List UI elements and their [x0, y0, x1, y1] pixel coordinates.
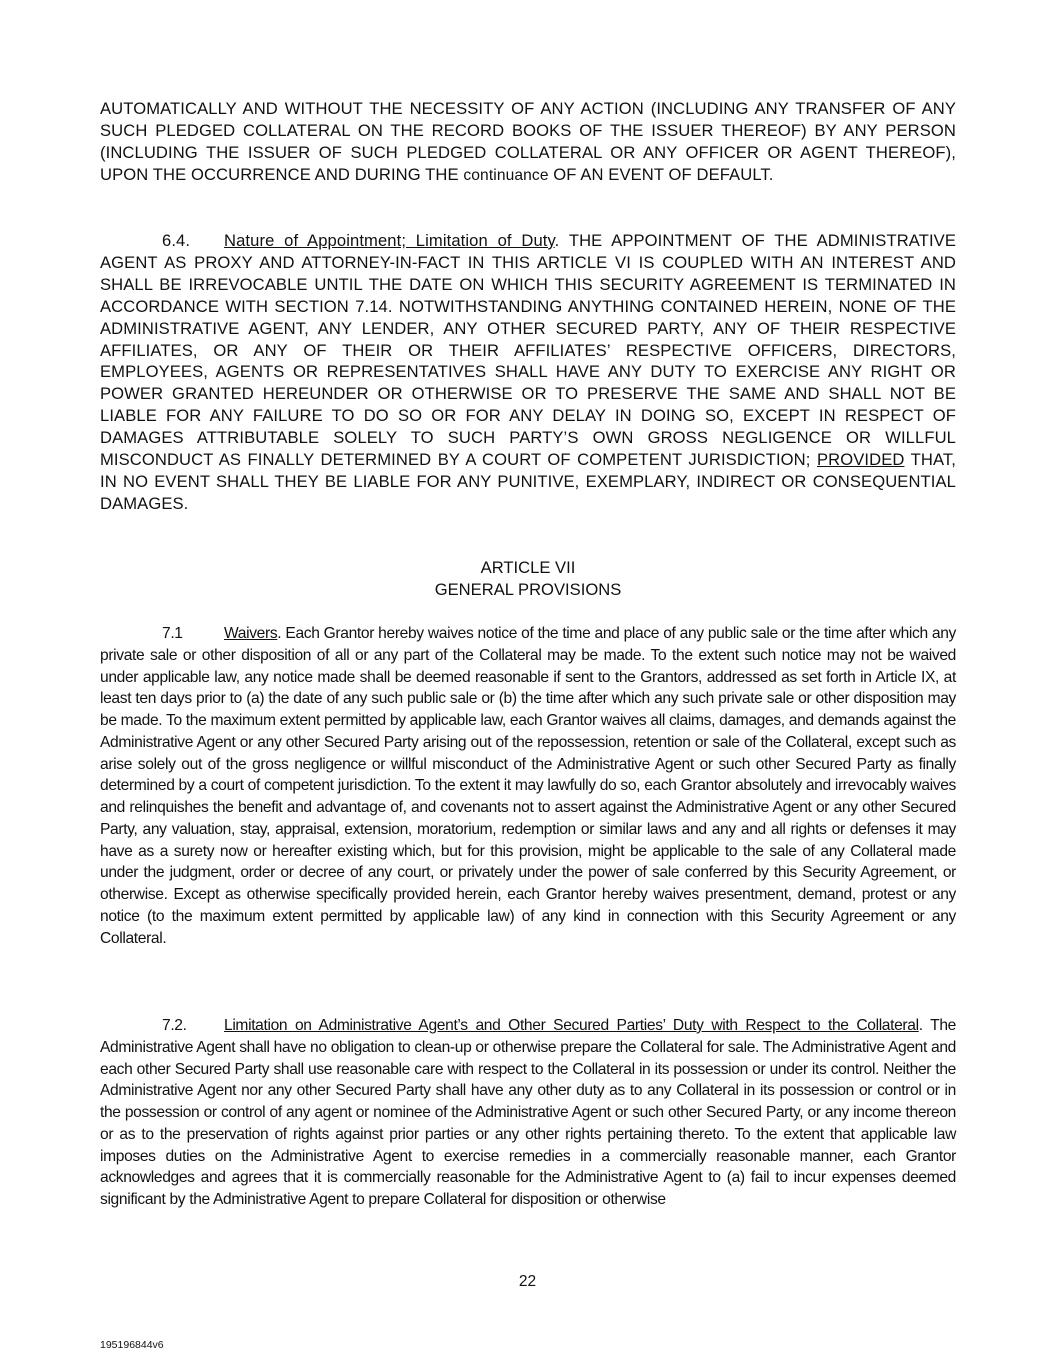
section-title: Nature of Appointment; Limitation of Duty: [224, 231, 555, 250]
page-number: 22: [518, 1273, 537, 1290]
section-number: 7.2.: [162, 1017, 187, 1034]
section-number: 7.1: [162, 625, 183, 642]
continued-paragraph: AUTOMATICALLY AND WITHOUT THE NECESSITY OF ANY ACTION (INCLUDING ANY TRANSFER OF ANY SUCH PLEDGED COLLATERAL ON THE RECORD BOOKS OF THE ISSUER THEREOF) BY ANY PERSON (INCLUDING THE ISSUER OF SUCH PLEDGED COLLATERAL OR ANY OFFICER OR AGENT THEREOF), UPON THE OCCURRENCE AND DURING THE continuance OF AN EVENT OF DEFAULT.: [100, 99, 956, 184]
section-6-4: 6.4. Nature of Appointment; Limitation of Duty. THE APPOINTMENT OF THE ADMINISTRATIVE AGENT AS PROXY AND ATTORNEY-IN-FACT IN THIS ARTICLE VI IS COUPLED WITH AN INTEREST AND SHALL BE IRREVOCABLE UNTIL THE DATE ON WHICH THIS SECURITY AGREEMENT IS TERMINATED IN ACCORDANCE WITH SECTION 7.14. NOTWITHSTANDING ANYTHING CONTAINED HEREIN, NONE OF THE ADMINISTRATIVE AGENT, ANY LENDER, ANY OTHER SECURED PARTY, ANY OF THEIR RESPECTIVE AFFILIATES, OR ANY OF THEIR OR THEIR AFFILIATES’ RESPECTIVE OFFICERS, DIRECTORS, EMPLOYEES, AGENTS OR REPRESENTATIVES SHALL HAVE ANY DUTY TO EXERCISE ANY RIGHT OR POWER GRANTED HEREUNDER OR OTHERWISE OR TO PRESERVE THE SAME AND SHALL NOT BE LIABLE FOR ANY FAILURE TO DO SO OR FOR ANY DELAY IN DOING SO, EXCEPT IN RESPECT OF DAMAGES ATTRIBUTABLE SOLELY TO SUCH PARTY’S OWN GROSS NEGLIGENCE OR WILLFUL MISCONDUCT AS FINALLY DETERMINED BY A COURT OF COMPETENT JURISDICTION; PROVIDED THAT, IN NO EVENT SHALL THEY BE LIABLE FOR ANY PUNITIVE, EXEMPLARY, INDIRECT OR CONSEQUENTIAL DAMAGES.: [100, 231, 956, 513]
provided-term: PROVIDED: [816, 450, 905, 470]
section-title: Limitation on Administrative Agent’s and Other Secured Parties’ Duty with Respect to the Collateral: [224, 1017, 919, 1034]
section-7-1: 7.1 Waivers. Each Grantor hereby waives notice of the time and place of any public sale or the time after which any private sale or other disposition of all or any part of the Collateral may be made. To the extent such notice may not be waived under applicable law, any notice made shall be deemed reasonable if sent to the Grantors, addressed as set forth in Article IX, at least ten days prior to (a) the date of any such public sale or (b) the time after which any such private sale or other disposition may be made. To the maximum extent permitted by applicable law, each Grantor waives all claims, damages, and demands against the Administrative Agent or any other Secured Party arising out of the repossession, retention or sale of the Collateral, except such as arise solely out of the gross negligence or willful misconduct of the Administrative Agent or such other Secured Party as finally determined by a court of competent jurisdiction. To the extent it may lawfully do so, each Grantor absolutely and irrevocably waives and relinquishes the benefit and advantage of, and covenants not to assert against the Administrative Agent or any other Secured Party, any valuation, stay, appraisal, extension, moratorium, redemption or similar laws and any and all rights or defenses it may have as a surety now or hereafter existing which, but for this provision, might be applicable to the sale of any Collateral made under the judgment, order or decree of any court, or privately under the power of sale conferred by this Security Agreement, or otherwise. Except as otherwise specifically provided herein, each Grantor hereby waives presentment, demand, protest or any notice (to the maximum extent permitted by applicable law) of any kind in connection with this Security Agreement or any Collateral.: [100, 625, 956, 947]
section-number: 6.4.: [162, 231, 191, 250]
section-title: Waivers: [224, 625, 278, 642]
article-number: ARTICLE VII: [480, 558, 576, 577]
article-title: GENERAL PROVISIONS: [434, 580, 622, 599]
document-id: 195196844v6: [100, 1339, 164, 1351]
section-7-2: 7.2. Limitation on Administrative Agent’s and Other Secured Parties’ Duty with Respect to the Collateral. The Administrative Agent shall have no obligation to clean-up or otherwise prepare the Collateral for sale. The Administrative Agent and each other Secured Party shall use reasonable care with respect to the Collateral in its possession or under its control. Neither the Administrative Agent nor any other Secured Party shall have any other duty as to any Collateral in its possession or control or in the possession or control of any agent or nominee of the Administrative Agent or such other Secured Party, or any income thereon or as to the preservation of rights against prior parties or any other rights pertaining thereto. To the extent that applicable law imposes duties on the Administrative Agent to exercise remedies in a commercially reasonable manner, each Grantor acknowledges and agrees that it is commercially reasonable for the Administrative Agent to (a) fail to incur expenses deemed significant by the Administrative Agent to prepare Collateral for disposition or otherwise: [100, 1017, 956, 1208]
